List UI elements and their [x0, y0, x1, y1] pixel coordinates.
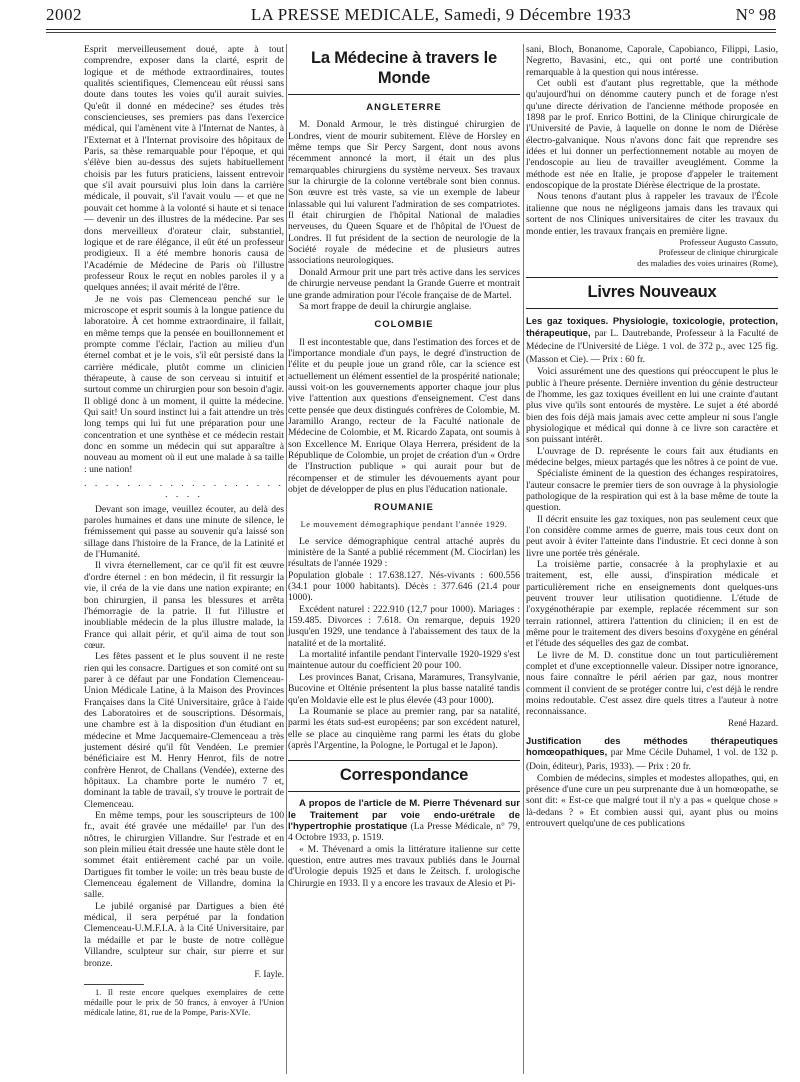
- section-rule-thin: [288, 791, 520, 792]
- running-header: [46, 4, 776, 26]
- paragraph: Cet oubli est d'autant plus regrettable, que la méthode qu'aujourd'hui on dénomme cautery punch et de forage n'est qu'une directe dérivation de l'ancienne méthode proposée en 1898 par le prof. Enrico Bottini, de la Clinique chirurgicale de l'Université de Pavie, à laquelle on donne le nom de Diérèse électro-galvanique. Nous n'avons donc fait que reprendre ses idées et lui donner un perfectionnement notable au moyen de l'endoscopie au lieu de travailler aveuglément. Comme la méthode est née en Italie, je propose d'appeler le traitement endoscopique de la prostate Diérèse électrique de la prostate.: [526, 78, 778, 192]
- paragraph: Je ne vois pas Clemenceau penché sur le microscope et esprit soumis à la longue patience du laboratoire. À cet homme extraordinaire, il fallait, en même temps que la pensée en bouillonnement et prompte comme l'éclair, l'action au milieu d'un éternel combat et je le vois, s'il eût persisté dans la carrière médicale, plutôt comme un clinicien thérapeute, à cause de son cerveau si intuitif et surtout comme un chirurgien pour son besoin d'agir. Il obligé donc à un moment, il quitte la médecine. Qui sait! Un sourd instinct lui a fait attendre un très long temps qui lui fut une préparation pour une concentration et une synthèse et ce médecin restait donc en somme un médecin qui sut apparaître à nouveau au moment où il eut une malade à sa taille : une nation!: [84, 293, 284, 475]
- author-signature: F. Iayle.: [254, 968, 284, 979]
- section-title: La Médecine à travers le Monde: [311, 49, 497, 87]
- paragraph: Les provinces Banat, Crisana, Maramures, Transylvanie, Bucovine et Olténie présentent la plus basse natalité tandis qu'en Moldavie elle est le plus élevée (43 pour 1000).: [288, 671, 520, 706]
- paragraph: « M. Thévenard a omis la littérature italienne sur cette question, entre autres mes travaux publiés dans le Journal d'Urologie depuis 1925 et dans le Zeitsch. f. urologische Chirurgie en 1933. Il y a encore les travaux de Alesio et Pi-: [288, 843, 520, 889]
- statistics-line: Population globale : 17.638.127. Nés-vivants : 600.556 (34.1 pour 1000 habitants). Décès : 377.646 (21.4 pour 1000).: [288, 569, 520, 604]
- paragraph: La troisième partie, consacrée à la prophylaxie et au traitement, est, elle aussi, d'inspiration médicale et particulièrement riche en enseignements dont quelques-uns peuvent trouver leur utilisation quotidienne. L'étude de l'oxygénothérapie par exemple, replacée récemment sur son terrain rationnel, attirera l'attention du clinicien; il en est de même pour le traitement des divers besoins d'oxygène en général et l'étude des séquelles des gaz de combat.: [526, 559, 778, 650]
- paragraph: M. Donald Armour, le très distingué chirurgien de Londres, vient de mourir subitement. Elève de Horsley en même temps que Sir Percy Sargent, dont nous avons récemment annoncé la mort, il était un des plus remarquables chirurgiens du système nerveux. Ses travaux sur la chirurgie de la colonne vertébrale sont bien connus. Son œuvre est très vaste, sa vie un exemple de labeur inlassable qui lui valurent l'admiration de ses compatriotes. Il était chirurgien de l'hôpital National de maladies nerveuses, du Queen Square et de l'hôpital de l'Ouest de Londres. Il fut président de la section de neurologie de la Société royale de médecine et de plusieurs autres associations neurologiques.: [288, 119, 520, 267]
- paragraph: Devant son image, veuillez écouter, au delà des paroles humaines et dans une minute de silence, le frémissement qui passe au souvenir qu'a laissé son sillage dans l'histoire de la France, de la Latinité et de l'Humanité.: [84, 503, 284, 561]
- paragraph: En même temps, pour les souscripteurs de 100 fr., avait été gravée une médaille¹ par l'un des nôtres, le chirurgien Villandre. Sur l'estrade et en son plein milieu était dressée une haute stèle dont le sommet était entièrement caché par un voile. Dartigues fit tomber le voile: un très beau buste de Clemenceau également de Villandre, domina la salle.: [84, 810, 284, 901]
- paragraph: L'ouvrage de D. représente le cours fait aux étudiants en médecine belges, mieux partagés que les nôtres à ce point de vue.: [526, 445, 778, 468]
- paragraph: Le jubilé organisé par Dartigues a bien été médical, il sera perpétué par la fondation Clemenceau-U.M.F.I.A. à la Cité Universitaire, par la médaille et par le buste de notre collègue Villandre, sculpteur sur chair, sur pierre et sur bronze.: [84, 900, 284, 969]
- letter-signature-title: Professeur de clinique chirurgicale: [658, 247, 778, 258]
- title-rule: [288, 94, 520, 95]
- subsection-subtitle: Le mouvement démographique pendant l'année 1929.: [300, 519, 508, 529]
- paragraph: Il décrit ensuite les gaz toxiques, non pas seulement ceux que l'on considère comme armes de guerre, mais tous ceux dont on peut avoir à éviter l'atteinte dans l'industrie. Et ceci donne à son livre une portée très générale.: [526, 513, 778, 559]
- section-title: Livres Nouveaux: [587, 283, 717, 302]
- column-2: [288, 44, 520, 889]
- section-rule: [526, 277, 778, 278]
- book-title: Les gaz toxiques. Physiologie, toxicologie, protection, thérapeutique,: [526, 315, 778, 338]
- book-details: par L. Dautrebande, Professeur à la Faculté de Médecine de l'Université de Liège. 1 vol. de 372 p., avec 125 fig. (Masson et Cie). — Prix : 60 fr.: [526, 328, 778, 365]
- footnote-rule: [84, 984, 144, 985]
- paragraph: Donald Armour prit une part très active dans les services de chirurgie nerveuse pendant la Grande Guerre et montrait une grande admiration pour l'école française de de Martel.: [288, 266, 520, 301]
- letter-signature-affiliation: des maladies des voies urinaires (Rome),: [637, 257, 778, 268]
- column-separator-2: [523, 44, 524, 1074]
- letter-title: [288, 798, 520, 843]
- page-number: 2002: [46, 5, 82, 24]
- column-3: [526, 44, 778, 829]
- section-rule-thin: [526, 308, 778, 309]
- paragraph: Combien de médecins, simples et modestes allopathes, qui, en présence d'une cure un peu surprenante due à un homœopathe, se sont dit: « Est-ce que malgré tout il n'y a pas « quelque chose » là-dedans ? » Et combien aussi qui, ayant plus ou moins entrouvert quelqu'une de ces publications: [526, 772, 778, 830]
- paragraph: Il vivra éternellement, car ce qu'il fit est œuvre d'ordre éternel : en bon médecin, il fit ressurgir la vie, il créa de la vie dans une nation expirante; en bon chirurgien, il pansa les blessures et arrêta l'hémorragie de la patrie. Il fut l'illustre et inoubliable médecin de la plus illustre malade, la France qui allait périr, et qu'il aima de tout son cœur.: [84, 560, 284, 651]
- paragraph: Le livre de M. D. constitue donc un tout particulièrement complet et d'une exceptionnelle valeur. Dissiper notre ignorance, nous faire connaître le péril aérien par gaz, nous montrer comment il convient de se protéger contre lui, c'est déjà le rendre moins redoutable. C'est assez dire quels titres a l'auteur à notre reconnaissance.: [526, 649, 778, 718]
- paragraph: Esprit merveilleusement doué, apte à tout comprendre, exposer dans la clarté, esprit de logique et de méthode extraordinaires, toutes qualités scientifiques, Clemenceau eût réussi sans doute dans toutes les voies qu'il aurait suivies. Qu'eût il donné en médecine? ses études très consciencieuses, ses premiers pas dans l'exercice médical, qui l'amènent vite à l'Internat de Nantes, à l'Externat et à l'Internat provisoire des hôpitaux de Paris, sa thèse remarquable pour l'époque, et qui s'élève bien au-dessus des sujets habituellement choisis par les futurs praticiens, laissent entrevoir que s'il avait poursuivi plus loin dans la carrière médicale, il pouvait, s'il l'avait voulu — et que ne pouvait cet homme à la volonté si haute et si tenace — devenir un des illustres de la médecine. Par ses dons merveilleux d'orateur clair, substantiel, logique et de rare élégance, il eût été un professeur prodigieux. Il a été membre honoris causa de l'Académie de Médecine de Paris où l'illustre professeur Roux le reçut en nobles paroles il y a quelques années; il avait mérité de l'être.: [84, 44, 284, 294]
- section-title: Correspondance: [339, 766, 469, 785]
- book-entry-title: [526, 315, 778, 366]
- country-heading: ROUMANIE: [374, 502, 434, 514]
- letter-signature-name: Professeur Augusto Cassuto,: [679, 236, 778, 247]
- book-entry-title: [526, 735, 778, 773]
- column-1: [84, 44, 284, 1018]
- paragraph: Spécialiste éminent de la question des échanges respiratoires, l'auteur consacre le premier tiers de son ouvrage à la physiologie pathologique de la respiration qui est à la base même de toute la question.: [526, 468, 778, 514]
- header-rule: [46, 29, 776, 30]
- paragraph: La mortalité infantile pendant l'intervalle 1920-1929 s'est maintenue autour du coefficient 20 pour 100.: [288, 649, 520, 672]
- paragraph: La Roumanie se place au premier rang, par sa natalité, parmi les états sud-est européens; par son excédent naturel, elle se place au cinquième rang parmi les états du globe (après l'Argentine, la Pologne, le Portugal et le Japon).: [288, 705, 520, 751]
- header-rule-thin: [46, 32, 776, 33]
- letter-reference: (La Presse Médicale, n° 79, 4 Octobre 1933, p. 1519.: [288, 820, 520, 844]
- letter-title-text: A propos de l'article de M. Pierre Thévenard sur le Traitement par voie endo-urétrale de l'hypertrophie prostatique: [288, 798, 520, 832]
- paragraph: Sa mort frappe de deuil la chirurgie anglaise.: [299, 300, 472, 312]
- paragraph: Excédent naturel : 222.910 (12,7 pour 1000). Mariages : 159.485. Divorces : 7.618. On remarque, depuis 1920 jusqu'en 1929, une tendance à l'abaissement des taux de la natalité et de la mortalité.: [288, 603, 520, 649]
- country-heading: ANGLETERRE: [366, 102, 442, 113]
- book-title: Justification des méthodes thérapeutiques homœopathiques,: [526, 735, 778, 758]
- issue-number: N° 98: [735, 5, 776, 24]
- paragraph: Nous tenons d'autant plus à rappeler les travaux de l'École italienne que nous ne négligeons jamais dans les travaux qui sortent de nos Cliniques universitaires de citer les travaux du monde entier, les travaux français en première ligne.: [526, 191, 778, 237]
- paragraph: Les fêtes passent et le plus souvent il ne reste rien qui les consacre. Dartigues et son comité ont su parer à ce défaut par une Fondation Clemenceau-Union Médicale Latine, à la Maison des Provinces Françaises dans la Cité Universitaire, grâce à l'aide des Laboratoires et de souscriptions. Désormais, une chambre est à la disposition d'un étudiant en médecine et Mme Jacquemaire-Clemenceau a très justement désiré qu'il fût Vendéen. Le premier bénéficiaire est M. Henry Henrot, fils de notre confrère Henrot, de Challans (Vendée), externe des hôpitaux. La chambre porte le numéro 7 et, dominant la table de travail, s'y trouve le portrait de Clemenceau.: [84, 651, 284, 810]
- footnote: 1. Il reste encore quelques exemplaires de cette médaille pour le prix de 50 francs, à envoyer à l'Union médicale latine, 81, rue de la Pompe, Paris-XVIe.: [84, 988, 284, 1018]
- paragraph: Il est incontestable que, dans l'estimation des forces et de l'importance mondiale d'un pays, le degré d'instruction de l'élite et du peuple joue un grand rôle, car la science est actuellement un élément essentiel de la prospérité nationale; aussi voit-on les gouvernements apporter chaque jour plus vive l'attention aux questions d'enseignement. C'est dans cette pensée que deux distingués confrères de Colombie, M. Jaramillo Arango, recteur de la Faculté nationale de Médecine de Colombie, et M. Ricardo Zapata, ont soumis à son Excellence M. Enrique Olaya Herrera, président de la République de Colombie, un projet de création d'un « Ordre de l'Instruction publique » qui aurait pour but de récompenser et de stimuler les dévouements ayant pour objet de développer de plus en plus l'éducation nationale.: [288, 336, 520, 495]
- paragraph: Le service démographique central attaché auprès du ministère de la Santé a publié récemment (M. Ciocirlan) les résultats de l'année 1929 :: [288, 535, 520, 570]
- journal-title: LA PRESSE MEDICALE, Samedi, 9 Décembre 1933: [250, 5, 632, 24]
- book-details: par Mme Cécile Duhamel, 1 vol. de 132 p. (Doin, éditeur), Paris, 1933). — Prix : 20 fr.: [526, 748, 778, 772]
- paragraph: Voici assurément une des questions qui préoccupent le plus le public à l'heure présente. Dernière invention du génie destructeur de l'homme, les gaz toxiques éveillent en lui une crainte d'autant plus vive qu'ils sont entourés de mystère. Le sujet a été abordé bien des fois déjà mais jamais avec cette ampleur ni sous l'angle physiologique et médical qui donne à ce livre son caractère et son puissant intérêt.: [526, 366, 778, 446]
- column-separator-1: [286, 44, 287, 1074]
- paragraph: sani, Bloch, Bonanome, Caporale, Capobianco, Filippi, Lasio, Negretto, Bavasini, etc., qui ont porté une contribution remarquable à la question qui nous intéresse.: [526, 44, 778, 78]
- country-heading: COLOMBIE: [374, 319, 434, 331]
- review-signature: René Hazard.: [728, 717, 778, 728]
- section-break-dots: . . . . . . . . . . . . . . . . . . . . . . .: [84, 478, 284, 501]
- section-rule: [288, 760, 520, 761]
